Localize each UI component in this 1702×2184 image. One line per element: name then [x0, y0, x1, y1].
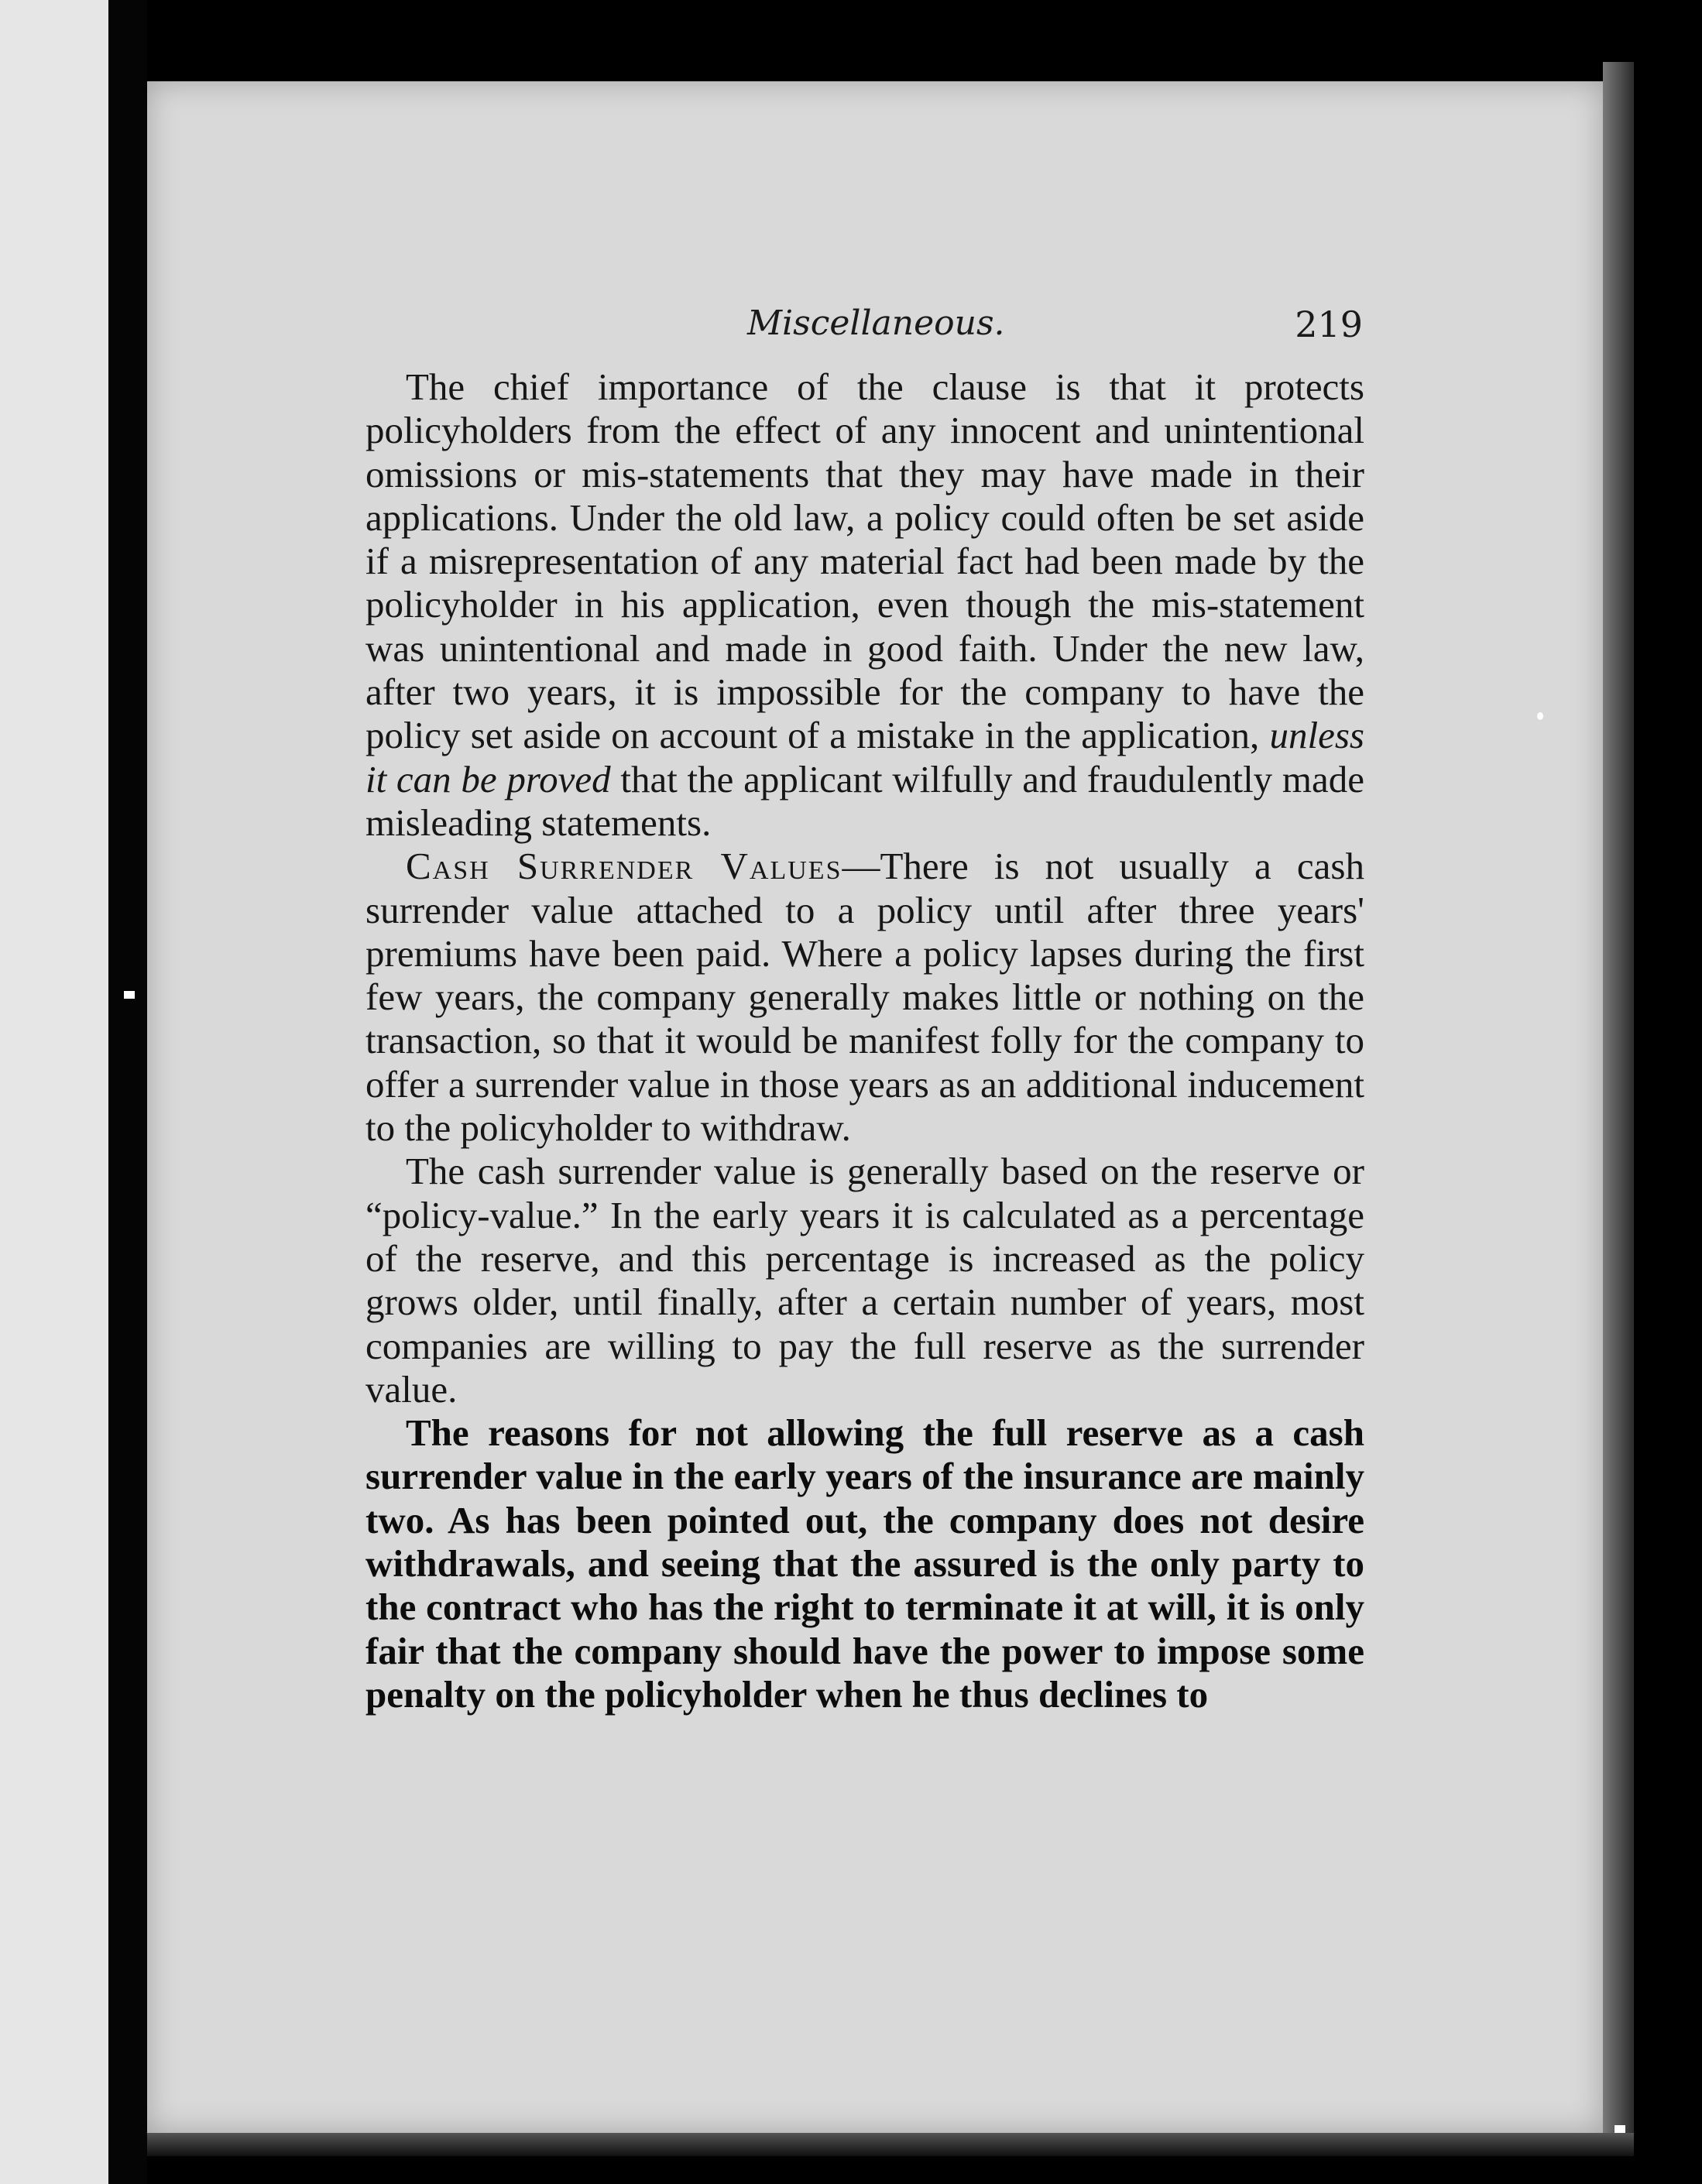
scan-speck — [1537, 712, 1543, 720]
left-facing-page-edge — [0, 0, 108, 2184]
running-head: Miscellaneous. — [747, 303, 1005, 343]
paragraph-2 — [365, 845, 1364, 1150]
page-bottom-edge — [147, 2133, 1634, 2156]
paragraph-2-text: —There is not usually a cash surrender value attached to a policy until after three years' premiums have been paid. Where a policy lapses during the first few years, the company generally makes little or nothing on the transaction, so that it would be manifest folly for the company to offer a surrender value in those years as an additional inducement to the policyholder to withdraw. — [365, 845, 1364, 1150]
paragraph-1-italic: unless it can be proved — [365, 714, 1364, 801]
section-heading-cash-surrender-values: Cash Surrender Values — [406, 845, 842, 888]
paragraph-3: The cash surrender value is generally based on the reserve or “policy-value.” In the early years it is calculated as a percentage of the reserve, and this percentage is increased as the policy grows older, until finally, after a certain number of years, most companies are willing to pay the full reserve as the surrender value. — [365, 1150, 1364, 1411]
page-number: 219 — [1295, 303, 1363, 345]
paragraph-1-end: that the applicant wilfully and fraudulently made misleading statements. — [365, 757, 1365, 844]
body-text — [365, 365, 1364, 1716]
page-right-edge — [1603, 62, 1634, 2145]
scan-speck — [1614, 2125, 1625, 2133]
paragraph-1-text: The chief importance of the clause is that it protects policyholders from the effect of any innocent and unintentional omissions or mis-statements that they may have made in their applications. Under the old law, a policy could often be set aside if a misrepresentation of any material fact had been made by the policyholder in his application, even though the mis-statement was unintentional and made in good faith. Under the new law, after two years, it is impossible for the company to have the policy set aside on account of a mistake in the application, — [365, 365, 1364, 757]
paragraph-4: The reasons for not allowing the full reserve as a cash surrender value in the early years of the insurance are mainly two. As has been pointed out, the company does not desire withdrawals, and seeing that the assured is the only party to the contract who has the right to terminate it at will, it is only fair that the company should have the power to impose some penalty on the policyholder when he thus declines to — [365, 1411, 1364, 1716]
scan-speck — [124, 991, 135, 999]
book-gutter — [108, 0, 147, 2184]
page-header — [372, 303, 1363, 350]
paragraph-1 — [365, 365, 1364, 845]
